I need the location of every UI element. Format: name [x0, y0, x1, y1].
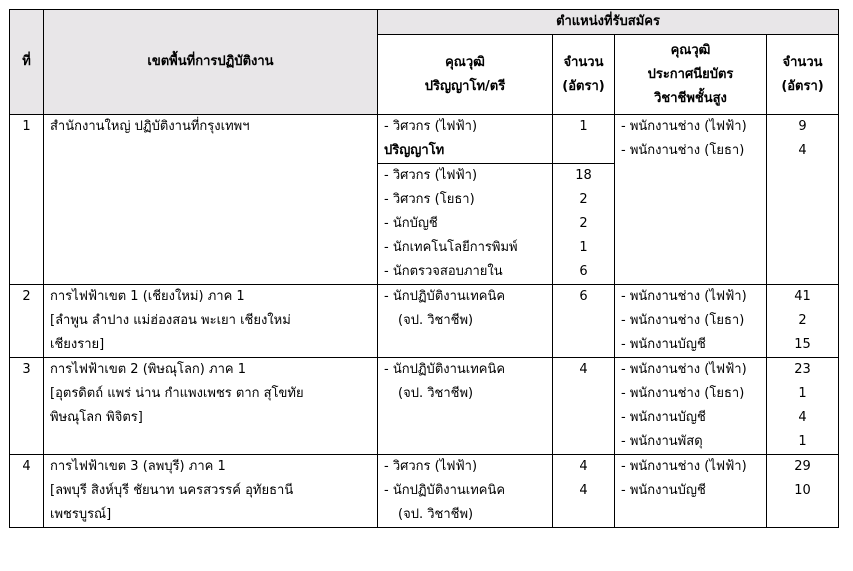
row-degree-master — [378, 115, 553, 164]
area-line: เพชรบูรณ์] — [50, 507, 112, 522]
degree-item: - วิศวกร (ไฟฟ้า) — [384, 119, 478, 134]
row-cert-count — [767, 285, 839, 358]
area-line: การไฟฟ้าเขต 2 (พิษณุโลก) ภาค 1 — [50, 362, 246, 377]
count-value: 2 — [579, 216, 588, 231]
row-degree-count — [553, 164, 615, 285]
degree-item: - นักปฏิบัติงานเทคนิค — [384, 289, 506, 304]
count-value: 4 — [579, 459, 588, 474]
row-cert — [615, 285, 767, 358]
degree-item: - นักเทคโนโลยีการพิมพ์ — [384, 240, 518, 255]
row-area — [44, 455, 378, 528]
cert-item: - พนักงานช่าง (โยธา) — [621, 313, 745, 328]
row-degree-count — [553, 455, 615, 528]
header-qual-degree — [378, 35, 553, 115]
degree-item: - วิศวกร (โยธา) — [384, 192, 475, 207]
cert-item: - พนักงานช่าง (ไฟฟ้า) — [621, 459, 747, 474]
row-degree — [378, 285, 553, 358]
degree-item-note: (จป. วิชาชีพ) — [398, 507, 474, 522]
header-row-top — [10, 10, 839, 35]
recruitment-table — [9, 9, 839, 528]
row-cert — [615, 115, 767, 285]
degree-level-label: ปริญญาโท — [384, 143, 445, 158]
header-qual-cert — [615, 35, 767, 115]
count-value: 18 — [575, 168, 592, 183]
area-line: การไฟฟ้าเขต 3 (ลพบุรี) ภาค 1 — [50, 459, 226, 474]
degree-item-note: (จป. วิชาชีพ) — [398, 386, 474, 401]
header-count-line: จำนวน — [563, 54, 604, 70]
header-positions: ตำแหน่งที่รับสมัคร — [378, 10, 839, 35]
count-value: 4 — [579, 483, 588, 498]
row-degree — [378, 455, 553, 528]
count-value: 2 — [579, 192, 588, 207]
area-line: [อุตรดิตถ์ แพร่ น่าน กำแพงเพชร ตาก สุโขทัย — [50, 386, 304, 401]
header-count-degree — [553, 35, 615, 115]
row-degree-master-count — [553, 115, 615, 164]
degree-item-note: (จป. วิชาชีพ) — [398, 313, 474, 328]
cert-item: - พนักงานบัญชี — [621, 410, 706, 425]
cert-item: - พนักงานช่าง (ไฟฟ้า) — [621, 362, 747, 377]
cert-item: - พนักงานพัสดุ — [621, 434, 703, 449]
row-no: 2 — [10, 285, 44, 358]
cert-item: - พนักงานช่าง (ไฟฟ้า) — [621, 119, 747, 134]
row-area — [44, 285, 378, 358]
count-value: 4 — [579, 362, 588, 377]
row-cert — [615, 358, 767, 455]
cert-item: - พนักงานช่าง (ไฟฟ้า) — [621, 289, 747, 304]
count-value: 2 — [798, 313, 807, 328]
area-line: พิษณุโลก พิจิตร] — [50, 410, 143, 425]
row-area — [44, 115, 378, 285]
header-qual-cert-line: วิชาชีพชั้นสูง — [654, 90, 727, 106]
header-qual-cert-line: ประกาศนียบัตร — [647, 66, 734, 82]
header-count-line: (อัตรา) — [562, 78, 605, 94]
row-area — [44, 358, 378, 455]
cert-item: - พนักงานช่าง (โยธา) — [621, 386, 745, 401]
count-value: 6 — [579, 264, 588, 279]
row-degree-count — [553, 358, 615, 455]
count-value: 1 — [579, 240, 588, 255]
count-value: 1 — [798, 434, 807, 449]
row-degree-count — [553, 285, 615, 358]
row-cert-count — [767, 358, 839, 455]
count-value: 29 — [794, 459, 811, 474]
header-area: เขตพื้นที่การปฏิบัติงาน — [44, 10, 378, 115]
count-value: 15 — [794, 337, 811, 352]
degree-item: - วิศวกร (ไฟฟ้า) — [384, 459, 478, 474]
count-value: 10 — [794, 483, 811, 498]
area-line: [ลำพูน ลำปาง แม่ฮ่องสอน พะเยา เชียงใหม่ — [50, 313, 291, 328]
row-cert-count — [767, 455, 839, 528]
row-no: 3 — [10, 358, 44, 455]
cert-item: - พนักงานช่าง (โยธา) — [621, 143, 745, 158]
table-row — [10, 285, 839, 358]
count-value: 4 — [798, 410, 807, 425]
area-line: สำนักงานใหญ่ ปฏิบัติงานที่กรุงเทพฯ — [50, 119, 250, 134]
header-qual-degree-line: ปริญญาโท/ตรี — [424, 78, 506, 94]
header-count-line: จำนวน — [782, 54, 823, 70]
degree-item: - วิศวกร (ไฟฟ้า) — [384, 168, 478, 183]
count-value: 9 — [798, 119, 807, 134]
count-value: 41 — [794, 289, 811, 304]
table-row — [10, 455, 839, 528]
table-row — [10, 115, 839, 164]
degree-item: - นักปฏิบัติงานเทคนิค — [384, 483, 506, 498]
count-value: 4 — [798, 143, 807, 158]
area-line: การไฟฟ้าเขต 1 (เชียงใหม่) ภาค 1 — [50, 289, 245, 304]
header-count-line: (อัตรา) — [781, 78, 824, 94]
count-value: 23 — [794, 362, 811, 377]
area-line: [ลพบุรี สิงห์บุรี ชัยนาท นครสวรรค์ อุทัยธานี — [50, 483, 294, 498]
count-value: 1 — [798, 386, 807, 401]
table-row — [10, 358, 839, 455]
count-value: 6 — [579, 289, 588, 304]
recruitment-table-container — [9, 9, 838, 528]
degree-item: - นักตรวจสอบภายใน — [384, 264, 503, 279]
header-qual-cert-line: คุณวุฒิ — [670, 42, 711, 58]
row-degree — [378, 164, 553, 285]
header-qual-degree-line: คุณวุฒิ — [445, 54, 485, 70]
header-count-cert — [767, 35, 839, 115]
row-cert — [615, 455, 767, 528]
area-line: เชียงราย] — [50, 337, 105, 352]
header-no: ที่ — [10, 10, 44, 115]
degree-item: - นักปฏิบัติงานเทคนิค — [384, 362, 506, 377]
cert-item: - พนักงานบัญชี — [621, 337, 706, 352]
count-value: 1 — [579, 119, 588, 134]
row-no: 4 — [10, 455, 44, 528]
degree-item: - นักบัญชี — [384, 216, 438, 231]
row-cert-count — [767, 115, 839, 285]
row-no: 1 — [10, 115, 44, 285]
row-degree — [378, 358, 553, 455]
cert-item: - พนักงานบัญชี — [621, 483, 706, 498]
